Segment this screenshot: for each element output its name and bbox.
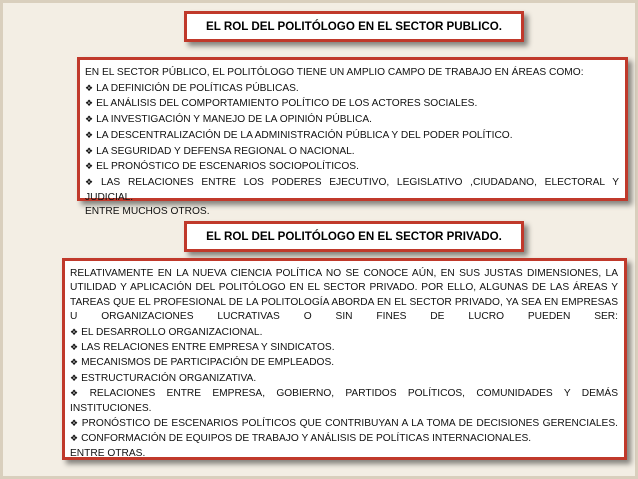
private-item: ❖ CONFORMACIÓN DE EQUIPOS DE TRABAJO Y ANÁLISIS DE POLÍTICAS INTERNACIONALES. — [70, 433, 532, 445]
public-sector-title: EL ROL DEL POLITÓLOGO EN EL SECTOR PUBLICO. — [184, 11, 524, 42]
slide-frame-top — [0, 0, 638, 3]
public-sector-intro: EN EL SECTOR PÚBLICO, EL POLITÓLOGO TIENE UN AMPLIO CAMPO DE TRABAJO EN ÁREAS COMO: — [85, 67, 584, 78]
private-sector-title: EL ROL DEL POLITÓLOGO EN EL SECTOR PRIVADO. — [184, 221, 524, 252]
public-item: ❖ EL PRONÓSTICO DE ESCENARIOS SOCIOPOLÍTICOS. — [85, 161, 359, 173]
diamond-bullet-icon: ❖ — [70, 357, 79, 368]
diamond-bullet-icon: ❖ — [70, 418, 79, 429]
public-item: ❖ LA DEFINICIÓN DE POLÍTICAS PÚBLICAS. — [85, 82, 299, 94]
slide-frame-left — [0, 0, 3, 479]
diamond-bullet-icon: ❖ — [70, 326, 79, 337]
diamond-bullet-icon: ❖ — [85, 82, 94, 93]
private-item: ❖ LAS RELACIONES ENTRE EMPRESA Y SINDICATOS. — [70, 342, 335, 354]
private-item: ❖ MECANISMOS DE PARTICIPACIÓN DE EMPLEADOS. — [70, 357, 335, 369]
diamond-bullet-icon: ❖ — [85, 176, 98, 187]
private-sector-panel — [62, 258, 627, 460]
private-sector-closing: ENTRE OTRAS. — [70, 447, 146, 459]
private-item: ❖ RELACIONES ENTRE EMPRESA, GOBIERNO, PARTIDOS POLÍTICOS, COMUNIDADES Y DEMÁS INSTITUCIONES. — [70, 388, 619, 414]
diamond-bullet-icon: ❖ — [85, 161, 94, 172]
public-sector-closing: ENTRE MUCHOS OTROS. — [85, 206, 210, 218]
public-sector-panel — [77, 57, 628, 218]
diamond-bullet-icon: ❖ — [85, 114, 94, 125]
diamond-bullet-icon: ❖ — [70, 433, 79, 444]
diamond-bullet-icon: ❖ — [85, 129, 94, 140]
public-item: ❖ LA SEGURIDAD Y DEFENSA REGIONAL O NACIONAL. — [85, 145, 355, 157]
public-item: ❖ EL ANÁLISIS DEL COMPORTAMIENTO POLÍTICO DE LOS ACTORES SOCIALES. — [85, 98, 478, 110]
private-sector-intro: RELATIVAMENTE EN LA NUEVA CIENCIA POLÍTICA NO SE CONOCE AÚN, EN SUS JUSTAS DIMENSIONES, LA UTILIDAD Y APLICACIÓN DEL POLITÓLOGO EN EL SECTOR PRIVADO. POR ELLO, ALGUNAS DE LAS ÁREAS Y TAREAS QUE EL PROFESIONAL DE LA POLITOLOGÍA ABORDA EN EL SECTOR PRIVADO, YA SEA EN EMPRESAS U ORGANIZACIONES LUCRATIVAS O SIN FINES DE LUCRO PUEDEN SER: — [70, 268, 618, 323]
public-item: ❖ LAS RELACIONES ENTRE LOS PODERES EJECUTIVO, LEGISLATIVO ,CIUDADANO, ELECTORAL Y JUDICIAL. — [85, 176, 619, 203]
diamond-bullet-icon: ❖ — [70, 372, 79, 383]
diamond-bullet-icon: ❖ — [70, 342, 79, 353]
diamond-bullet-icon: ❖ — [85, 145, 94, 156]
diamond-bullet-icon: ❖ — [70, 388, 87, 399]
private-item: ❖ EL DESARROLLO ORGANIZACIONAL. — [70, 326, 263, 338]
public-item: ❖ LA INVESTIGACIÓN Y MANEJO DE LA OPINIÓN PÚBLICA. — [85, 114, 372, 126]
diamond-bullet-icon: ❖ — [85, 98, 94, 109]
private-item: ❖ PRONÓSTICO DE ESCENARIOS POLÍTICOS QUE CONTRIBUYAN A LA TOMA DE DECISIONES GERENCIALES. — [70, 418, 618, 430]
private-item: ❖ ESTRUCTURACIÓN ORGANIZATIVA. — [70, 372, 257, 384]
public-item: ❖ LA DESCENTRALIZACIÓN DE LA ADMINISTRACIÓN PÚBLICA Y DEL PODER POLÍTICO. — [85, 129, 513, 141]
